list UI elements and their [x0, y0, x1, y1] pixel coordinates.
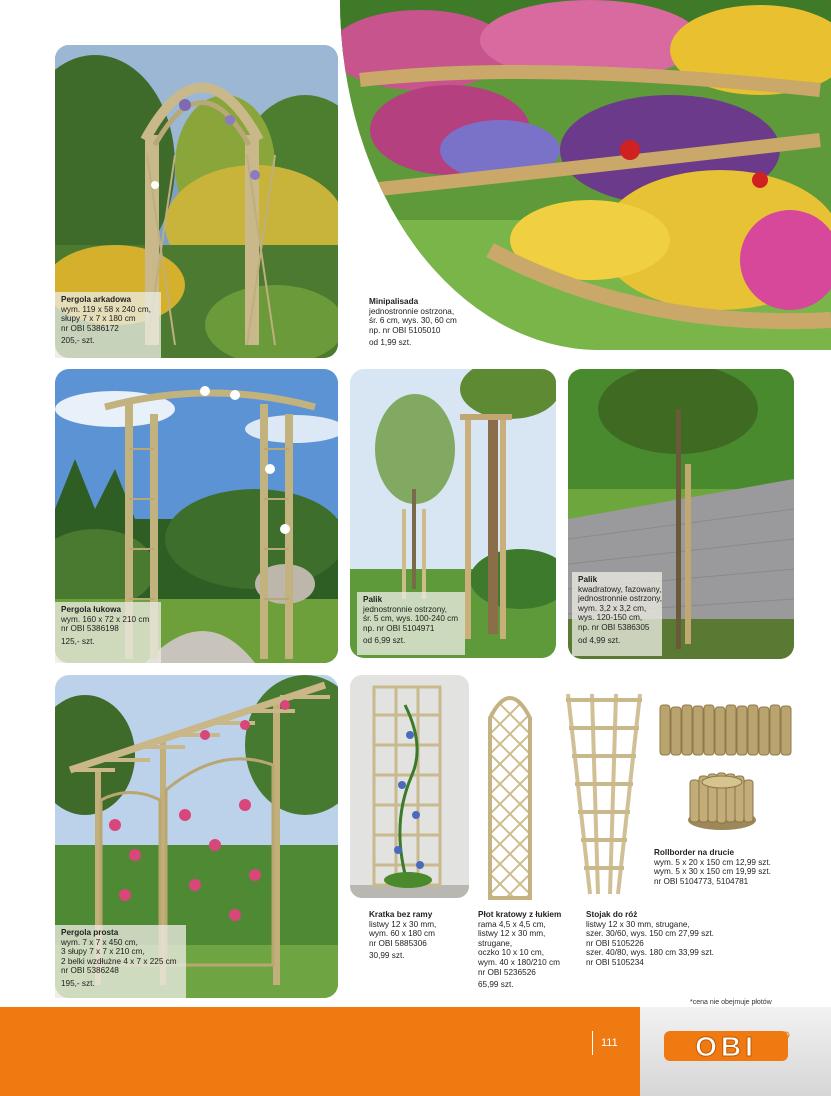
- spec-line: kwadratowy, fazowany,: [578, 584, 662, 594]
- rollborder-flat-illustration: [658, 703, 794, 757]
- caption-plot-kratowy: [478, 910, 561, 990]
- spec-line: wys. 120-150 cm,: [578, 613, 643, 623]
- caption-pergola-lukowa: [55, 602, 161, 663]
- photo-stojak: [562, 690, 646, 896]
- spec-line: nr OBI 5105226: [586, 938, 644, 948]
- product-name: Rollborder na drucie: [654, 848, 735, 857]
- spec-line: szer. 30/60, wys. 150 cm 27,99 szt.: [586, 929, 714, 939]
- product-name: Płot kratowy z łukiem: [478, 910, 562, 919]
- product-price: 65,99 szt.: [478, 980, 514, 990]
- page-footer: [0, 1007, 831, 1096]
- spec-line: śr. 5 cm, wys. 100-240 cm: [363, 614, 459, 624]
- spec-line: szer. 40/80, wys. 180 cm 33,99 szt.: [586, 948, 714, 958]
- spec-line: słupy 7 x 7 x 180 cm: [61, 314, 136, 324]
- product-name: Palik: [578, 575, 598, 584]
- spec-line: wym. 7 x 7 x 450 cm,: [61, 937, 138, 947]
- caption-pergola-prosta: [55, 925, 186, 998]
- spec-line: strugane,: [478, 938, 513, 948]
- plot-kratowy-illustration: [484, 688, 536, 900]
- spec-line: np. nr OBI 5104971: [363, 623, 435, 633]
- spec-line: nr OBI 5105234: [586, 957, 644, 967]
- spec-line: nr OBI 5386172: [61, 323, 119, 333]
- product-name: Pergola prosta: [61, 928, 119, 937]
- spec-line: wym. 3,2 x 3,2 cm,: [578, 603, 647, 613]
- spec-line: nr OBI 5104773, 5104781: [654, 876, 749, 886]
- spec-line: wym. 160 x 72 x 210 cm: [61, 614, 150, 624]
- product-name: Pergola łukowa: [61, 605, 122, 614]
- product-name: Stojak do róż: [586, 910, 638, 919]
- spec-line: wym. 40 x 180/210 cm: [478, 957, 560, 967]
- spec-line: jednostronnie ostrzony,: [578, 594, 663, 604]
- caption-minipalisada: [369, 297, 457, 348]
- photo-plot-kratowy: [484, 688, 536, 900]
- product-price: 205,- szt.: [61, 336, 95, 346]
- product-price: od 6,99 szt.: [363, 636, 406, 646]
- product-name: Pergola arkadowa: [61, 295, 132, 304]
- kratka-illustration: [350, 675, 469, 898]
- product-name: Kratka bez ramy: [369, 910, 433, 919]
- footnote: *cena nie obejmuje płotów: [690, 999, 772, 1006]
- spec-line: jednostronnie ostrzona,: [369, 306, 455, 316]
- caption-stojak: [586, 910, 714, 968]
- spec-line: oczko 10 x 10 cm,: [478, 948, 544, 958]
- product-price: od 4,99 szt.: [578, 635, 621, 645]
- spec-line: nr OBI 5386248: [61, 966, 119, 976]
- caption-palik-okragly: [357, 592, 465, 655]
- obi-logo-text: OBI: [695, 1031, 757, 1062]
- product-name: Palik: [363, 595, 383, 604]
- spec-line: jednostronnie ostrzony,: [363, 604, 448, 614]
- page-number: 111: [592, 1031, 618, 1055]
- caption-rollborder: [654, 848, 771, 886]
- rollborder-roll-illustration: [686, 770, 758, 832]
- product-price: 30,99 szt.: [369, 951, 405, 961]
- spec-line: wym. 5 x 20 x 150 cm 12,99 szt.: [654, 857, 771, 867]
- footer-orange-band: [0, 1007, 640, 1096]
- spec-line: wym. 5 x 30 x 150 cm 19,99 szt.: [654, 867, 771, 877]
- product-name: Minipalisada: [369, 297, 419, 306]
- product-price: od 1,99 szt.: [369, 338, 412, 348]
- caption-kratka: [369, 910, 436, 961]
- spec-line: listwy 12 x 30 mm,: [478, 929, 546, 939]
- obi-logo: [662, 1027, 792, 1067]
- spec-line: np. nr OBI 5105010: [369, 325, 441, 335]
- spec-line: rama 4,5 x 4,5 cm,: [478, 919, 546, 929]
- spec-line: nr OBI 5885306: [369, 938, 427, 948]
- photo-rollborder-roll: [686, 770, 758, 832]
- caption-palik-kwadratowy: [572, 572, 662, 656]
- spec-line: nr OBI 5236526: [478, 967, 536, 977]
- spec-line: 3 słupy 7 x 7 x 210 cm,: [61, 947, 145, 957]
- photo-kratka: [350, 675, 469, 898]
- product-price: 195,- szt.: [61, 978, 95, 988]
- spec-line: listwy 12 x 30 mm,: [369, 919, 437, 929]
- stojak-illustration: [562, 690, 646, 896]
- obi-logo-mark: [662, 1027, 792, 1067]
- spec-line: wym. 60 x 180 cm: [369, 929, 435, 939]
- spec-line: listwy 12 x 30 mm, strugane,: [586, 919, 690, 929]
- caption-pergola-arkadowa: [55, 292, 161, 358]
- spec-line: np. nr OBI 5386305: [578, 622, 650, 632]
- spec-line: nr OBI 5386198: [61, 624, 119, 634]
- spec-line: 2 belki wzdłużne 4 x 7 x 225 cm: [61, 956, 177, 966]
- spec-line: wym. 119 x 58 x 240 cm,: [61, 304, 151, 314]
- product-price: 125,- szt.: [61, 636, 95, 646]
- photo-rollborder-flat: [658, 703, 794, 757]
- spec-line: śr. 6 cm, wys. 30, 60 cm: [369, 316, 457, 326]
